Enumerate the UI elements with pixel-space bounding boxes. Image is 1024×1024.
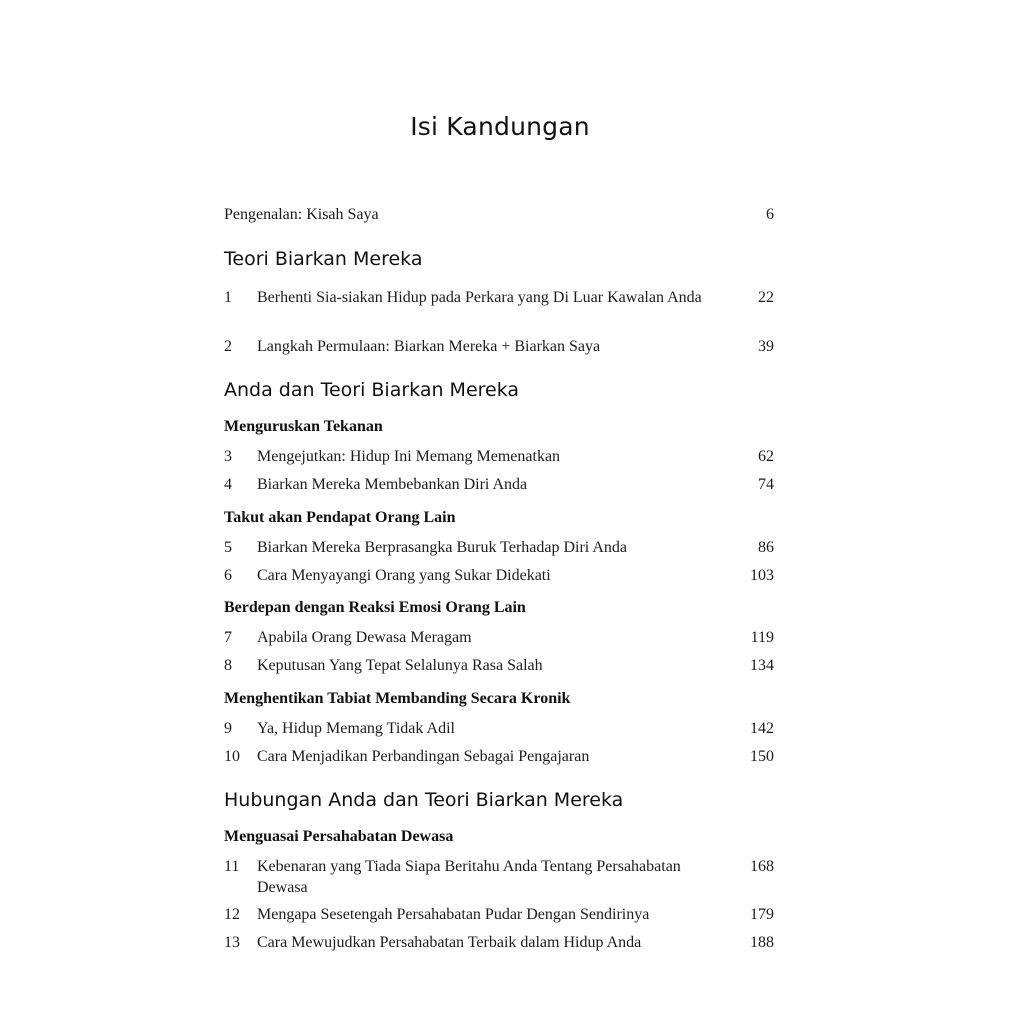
toc-entry-number: 1 [224, 289, 232, 306]
toc-entry [224, 932, 776, 953]
toc-entry-page: 103 [750, 567, 774, 584]
toc-entry-text: Biarkan Mereka Membebankan Diri Anda [257, 476, 528, 493]
toc-entry-number: 6 [224, 567, 232, 584]
toc-entry-text: Berhenti Sia-siakan Hidup pada Perkara yang Di Luar Kawalan Anda [257, 289, 702, 306]
toc-entry-page: 134 [750, 657, 774, 674]
toc-entry-page: 142 [750, 720, 774, 737]
toc-entry [224, 746, 776, 767]
toc-entry-text: Langkah Permulaan: Biarkan Mereka + Biarkan Saya [257, 338, 601, 355]
toc-entry-page: 22 [758, 289, 774, 306]
toc-entry-page: 119 [750, 629, 774, 646]
toc-entry [224, 336, 776, 357]
part-heading: Hubungan Anda dan Teori Biarkan Mereka [224, 789, 624, 811]
part-heading: Teori Biarkan Mereka [224, 248, 423, 270]
toc-entry [224, 446, 776, 467]
toc-entry-page: 150 [750, 748, 774, 765]
toc-entry-text: Biarkan Mereka Berprasangka Buruk Terhadap Diri Anda [257, 539, 628, 556]
toc-entry-text: Cara Menyayangi Orang yang Sukar Didekati [257, 567, 551, 584]
toc-entry-text: Pengenalan: Kisah Saya [224, 206, 379, 223]
toc-entry-number: 5 [224, 539, 232, 556]
toc-entry-page: 62 [758, 448, 774, 465]
toc-entry [224, 474, 776, 495]
toc-entry-text: Apabila Orang Dewasa Meragam [257, 629, 472, 646]
toc-entry-number: 13 [224, 934, 240, 951]
toc-entry-text: Mengapa Sesetengah Persahabatan Pudar Dengan Sendirinya [257, 906, 650, 923]
toc-entry-page: 168 [750, 858, 774, 875]
toc-entry-number: 11 [224, 858, 240, 875]
toc-entry-page: 179 [750, 906, 774, 923]
subsection-heading: Takut akan Pendapat Orang Lain [224, 509, 456, 526]
toc-entry-number: 2 [224, 338, 232, 355]
toc-entry-text: Ya, Hidup Memang Tidak Adil [257, 720, 455, 737]
toc-entry-number: 4 [224, 476, 232, 493]
toc-entry [224, 537, 776, 558]
toc-entry [224, 904, 776, 925]
subsection-heading: Berdepan dengan Reaksi Emosi Orang Lain [224, 599, 526, 616]
toc-entry-page: 188 [750, 934, 774, 951]
toc-entry-number: 10 [224, 748, 240, 765]
toc-entry-number: 12 [224, 906, 240, 923]
toc-entry-number: 3 [224, 448, 232, 465]
toc-entry-text: Cara Mewujudkan Persahabatan Terbaik dalam Hidup Anda [257, 934, 642, 951]
toc-entry-intro [224, 204, 776, 225]
toc-entry-page: 39 [758, 338, 774, 355]
toc-entry [224, 627, 776, 648]
toc-entry [224, 856, 776, 898]
toc-entry [224, 565, 776, 586]
page-title: Isi Kandungan [410, 112, 590, 141]
toc-entry-page: 74 [758, 476, 774, 493]
toc-entry-number: 7 [224, 629, 232, 646]
part-heading: Anda dan Teori Biarkan Mereka [224, 379, 520, 401]
toc-entry-text: Keputusan Yang Tepat Selalunya Rasa Salah [257, 657, 543, 674]
subsection-heading: Menghentikan Tabiat Membanding Secara Kronik [224, 690, 571, 707]
toc-entry [224, 287, 776, 308]
table-of-contents [224, 0, 776, 1024]
toc-entry-page: 6 [766, 206, 774, 223]
toc-entry [224, 718, 776, 739]
toc-entry-number: 9 [224, 720, 232, 737]
toc-entry-text: Mengejutkan: Hidup Ini Memang Memenatkan [257, 448, 561, 465]
toc-entry-page: 86 [758, 539, 774, 556]
toc-entry-text: Cara Menjadikan Perbandingan Sebagai Pengajaran [257, 748, 590, 765]
subsection-heading: Menguruskan Tekanan [224, 418, 383, 435]
toc-entry [224, 655, 776, 676]
toc-entry-number: 8 [224, 657, 232, 674]
toc-entry-text: Kebenaran yang Tiada Siapa Beritahu Anda Tentang Persahabatan Dewasa [257, 858, 681, 896]
subsection-heading: Menguasai Persahabatan Dewasa [224, 828, 454, 845]
